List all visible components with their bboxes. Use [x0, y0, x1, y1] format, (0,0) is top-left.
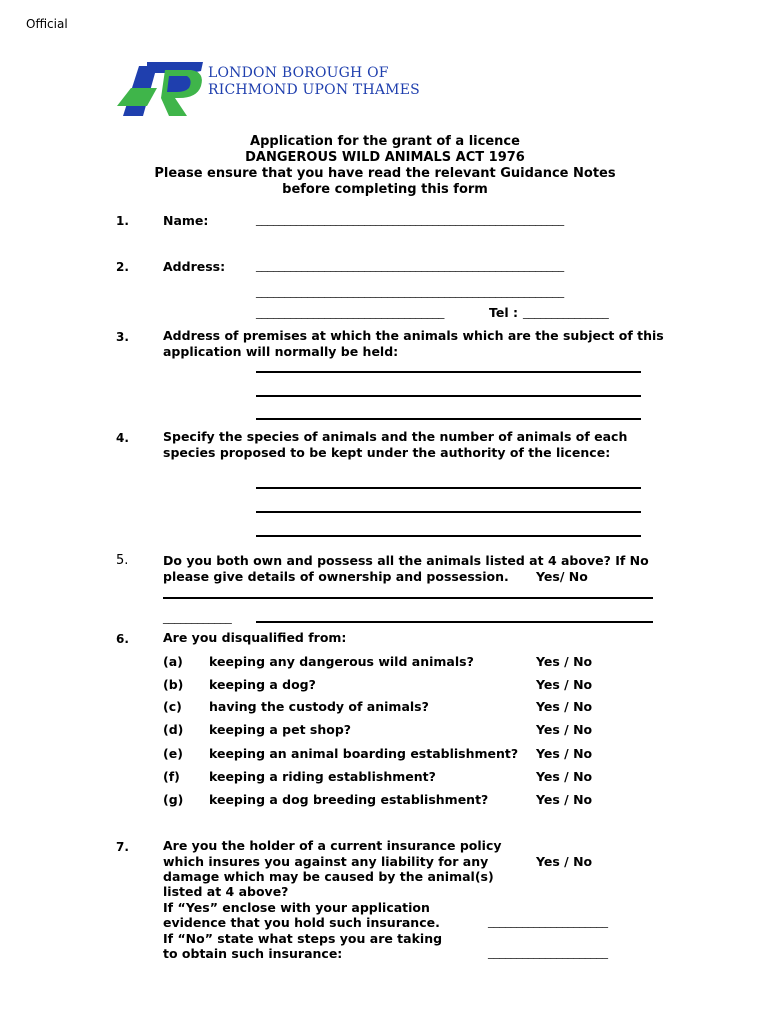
q2-number: 2. — [116, 260, 129, 274]
tel-field[interactable]: _______________ — [523, 305, 609, 319]
q7-instruction-yes-cont: evidence that you hold such insurance. — [163, 915, 440, 930]
ownership-field-line1[interactable] — [163, 597, 653, 599]
q3-number: 3. — [116, 330, 129, 344]
q7-number: 7. — [116, 840, 129, 854]
address-field-line2[interactable]: ______________________________________________________ — [256, 284, 564, 298]
q5-number: 5. — [116, 553, 129, 568]
q6-item-yes-no[interactable]: Yes / No — [536, 654, 593, 669]
q6-item-text: keeping a dog breeding establishment? — [209, 792, 489, 807]
q7-instruction-yes: If “Yes” enclose with your application — [163, 900, 430, 915]
q6-item-text: keeping a pet shop? — [209, 722, 352, 737]
council-name-line2: RICHMOND UPON THAMES — [208, 82, 420, 98]
q6-item-text: keeping any dangerous wild animals? — [209, 654, 474, 669]
q4-number: 4. — [116, 431, 129, 445]
q7-question: Are you the holder of a current insurance policy — [163, 838, 502, 853]
q7-question: listed at 4 above? — [163, 884, 289, 899]
q7-instruction-no-cont: to obtain such insurance: — [163, 946, 343, 961]
q1-label: Name: — [163, 213, 209, 228]
q6-item-text: keeping a riding establishment? — [209, 769, 436, 784]
q6-item-yes-no[interactable]: Yes / No — [536, 769, 593, 784]
q4-question-cont: species proposed to be kept under the authority of the licence: — [163, 445, 611, 460]
premises-field-line1[interactable] — [256, 371, 641, 373]
name-field[interactable]: ______________________________________________________ — [256, 212, 564, 226]
classification-label: Official — [26, 17, 68, 31]
premises-field-line3[interactable] — [256, 418, 641, 420]
q6-item-yes-no[interactable]: Yes / No — [536, 746, 593, 761]
species-field-line1[interactable] — [256, 487, 641, 489]
ownership-field-line2-start[interactable]: ____________ — [163, 610, 232, 624]
q6-item-yes-no[interactable]: Yes / No — [536, 699, 593, 714]
address-field-line3[interactable]: _________________________________ — [256, 305, 445, 319]
q6-item-letter: (b) — [163, 677, 184, 692]
species-field-line2[interactable] — [256, 511, 641, 513]
q6-item-yes-no[interactable]: Yes / No — [536, 722, 593, 737]
q5-question-cont: please give details of ownership and possession. — [163, 569, 509, 584]
council-logo — [117, 58, 421, 118]
insurance-evidence-field[interactable]: _____________________ — [488, 914, 608, 928]
address-field-line1[interactable]: ______________________________________________________ — [256, 258, 564, 272]
q6-item-letter: (f) — [163, 769, 180, 784]
act-title: DANGEROUS WILD ANIMALS ACT 1976 — [245, 150, 525, 165]
q7-question: which insures you against any liability for any — [163, 854, 489, 869]
council-logo-mark — [117, 58, 209, 118]
tel-label: Tel : — [489, 305, 518, 320]
q5-yes-no[interactable]: Yes/ No — [536, 569, 588, 584]
q6-item-letter: (g) — [163, 792, 184, 807]
council-name — [208, 65, 420, 99]
species-field-line3[interactable] — [256, 535, 641, 537]
q1-number: 1. — [116, 214, 129, 228]
q2-label: Address: — [163, 259, 226, 274]
q6-item-text: having the custody of animals? — [209, 699, 429, 714]
q5-question: Do you both own and possess all the animals listed at 4 above? If No — [163, 553, 649, 568]
guidance-notice: Please ensure that you have read the relevant Guidance Notes — [154, 166, 616, 181]
q7-instruction-no: If “No” state what steps you are taking — [163, 931, 443, 946]
q6-item-letter: (d) — [163, 722, 184, 737]
ownership-field-line2[interactable] — [256, 621, 653, 623]
council-name-line1: LONDON BOROUGH OF — [208, 65, 389, 81]
q7-question: damage which may be caused by the animal(s) — [163, 869, 494, 884]
q6-item-letter: (a) — [163, 654, 183, 669]
q4-question: Specify the species of animals and the number of animals of each — [163, 429, 628, 444]
q6-item-yes-no[interactable]: Yes / No — [536, 677, 593, 692]
insurance-steps-field[interactable]: _____________________ — [488, 945, 608, 959]
q3-question: Address of premises at which the animals which are the subject of this — [163, 328, 664, 343]
q6-question: Are you disqualified from: — [163, 630, 347, 645]
q6-item-letter: (c) — [163, 699, 182, 714]
q6-item-text: keeping a dog? — [209, 677, 316, 692]
q3-question-cont: application will normally be held: — [163, 344, 399, 359]
q6-item-text: keeping an animal boarding establishment? — [209, 746, 519, 761]
q6-item-yes-no[interactable]: Yes / No — [536, 792, 593, 807]
q6-number: 6. — [116, 632, 129, 646]
premises-field-line2[interactable] — [256, 395, 641, 397]
form-title: Application for the grant of a licence — [250, 134, 520, 149]
guidance-notice-cont: before completing this form — [282, 182, 488, 197]
q6-item-letter: (e) — [163, 746, 183, 761]
q7-yes-no[interactable]: Yes / No — [536, 854, 593, 869]
